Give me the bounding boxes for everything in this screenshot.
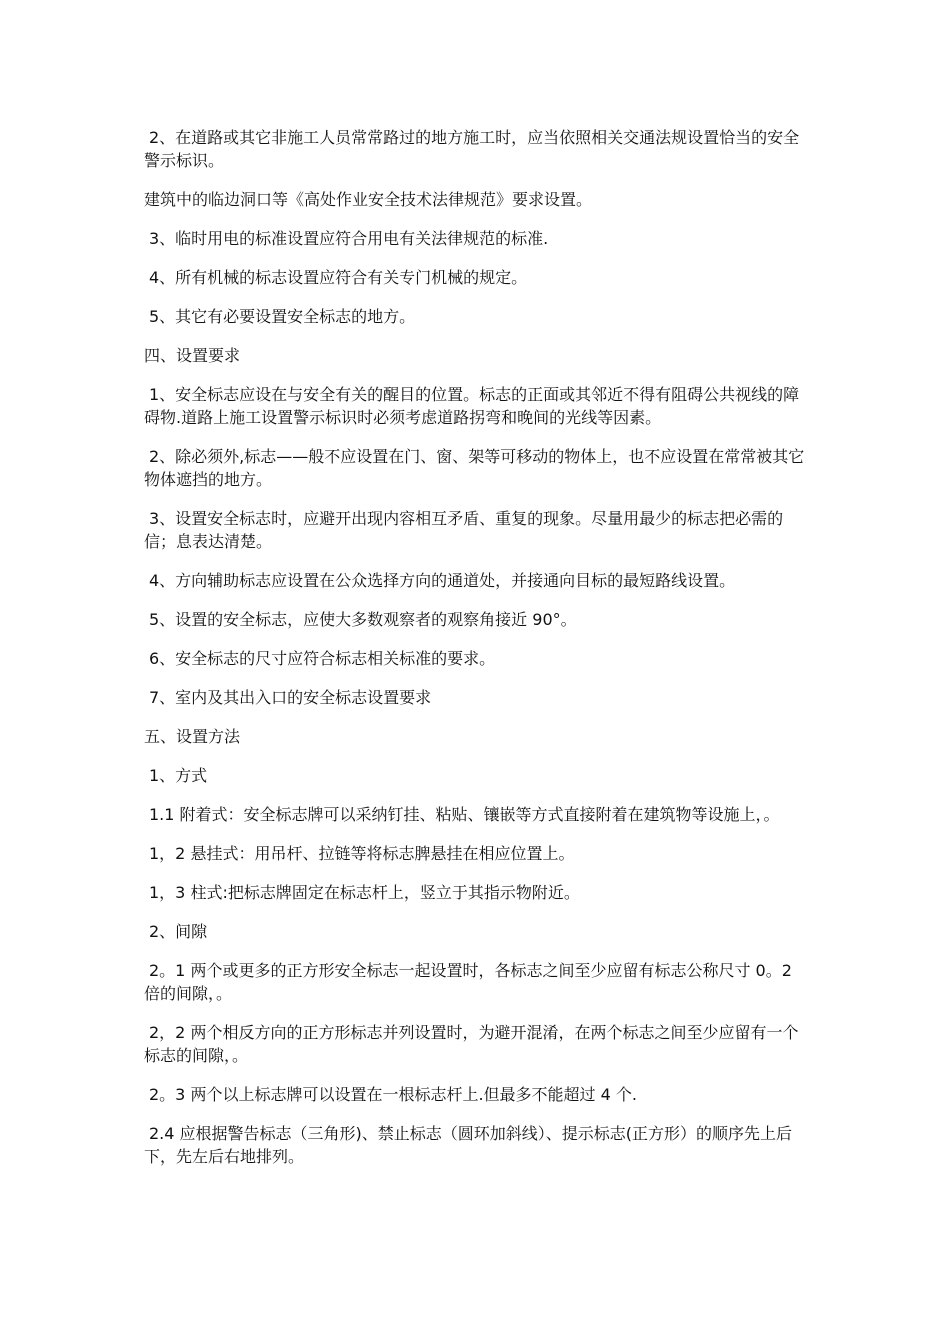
paragraph-11: 5、设置的安全标志，应使大多数观察者的观察角接近 90°。 [149,610,577,629]
paragraph-15: 1、方式 [149,766,208,785]
paragraph-13: 7、室内及其出入口的安全标志设置要求 [149,688,432,707]
paragraph-10: 4、方向辅助标志应设置在公众选择方向的通道处，并接通向目标的最短路线设置。 [149,571,736,590]
paragraph-18: 1，3 柱式:把标志牌固定在标志杆上，竖立于其指示物附近。 [149,883,580,902]
paragraph-1: 2、在道路或其它非施工人员常常路过的地方施工时，应当依照相关交通法规设置恰当的安全警示标识。 [144,128,800,170]
document-body [144,126,806,1184]
paragraph-5: 5、其它有必要设置安全标志的地方。 [149,307,416,326]
paragraph-16: 1.1 附着式：安全标志牌可以采纳钉挂、粘贴、镶嵌等方式直接附着在建筑物等设施上，。 [149,805,780,824]
paragraph-2: 建筑中的临边洞口等《高处作业安全技术法律规范》要求设置。 [144,190,593,209]
paragraph-20: 2。1 两个或更多的正方形安全标志一起设置时，各标志之间至少应留有标志公称尺寸 0。2 倍的间隙，。 [144,961,792,1003]
paragraph-9: 3、设置安全标志时，应避开出现内容相互矛盾、重复的现象。尽量用最少的标志把必需的信；息表达清楚。 [144,509,784,551]
paragraph-12: 6、安全标志的尺寸应符合标志相关标准的要求。 [149,649,496,668]
section-heading-4: 四、设置要求 [144,346,241,365]
paragraph-8: 2、除必须外,标志——般不应设置在门、窗、架等可移动的物体上，也不应设置在常常被其它物体遮挡的地方。 [144,447,805,489]
paragraph-17: 1，2 悬挂式：用吊杆、拉链等将标志脾悬挂在相应位置上。 [149,844,575,863]
paragraph-3: 3、临时用电的标准设置应符合用电有关法律规范的标准. [149,229,549,248]
section-heading-5: 五、设置方法 [144,727,241,746]
paragraph-21: 2，2 两个相反方向的正方形标志并列设置时，为避开混淆，在两个标志之间至少应留有一个标志的间隙，。 [144,1023,799,1065]
paragraph-4: 4、所有机械的标志设置应符合有关专门机械的规定。 [149,268,528,287]
paragraph-19: 2、间隙 [149,922,208,941]
paragraph-7: 1、安全标志应设在与安全有关的醒目的位置。标志的正面或其邻近不得有阻碍公共视线的障碍物.道路上施工设置警示标识时必须考虑道路拐弯和晚间的光线等因素。 [144,385,800,427]
paragraph-22: 2。3 两个以上标志牌可以设置在一根标志杆上.但最多不能超过 4 个. [149,1085,637,1104]
paragraph-23: 2.4 应根据警告标志（三角形)、禁止标志（圆环加斜线）、提示标志(正方形）的顺序先上后下，先左后右地排列。 [144,1124,793,1166]
